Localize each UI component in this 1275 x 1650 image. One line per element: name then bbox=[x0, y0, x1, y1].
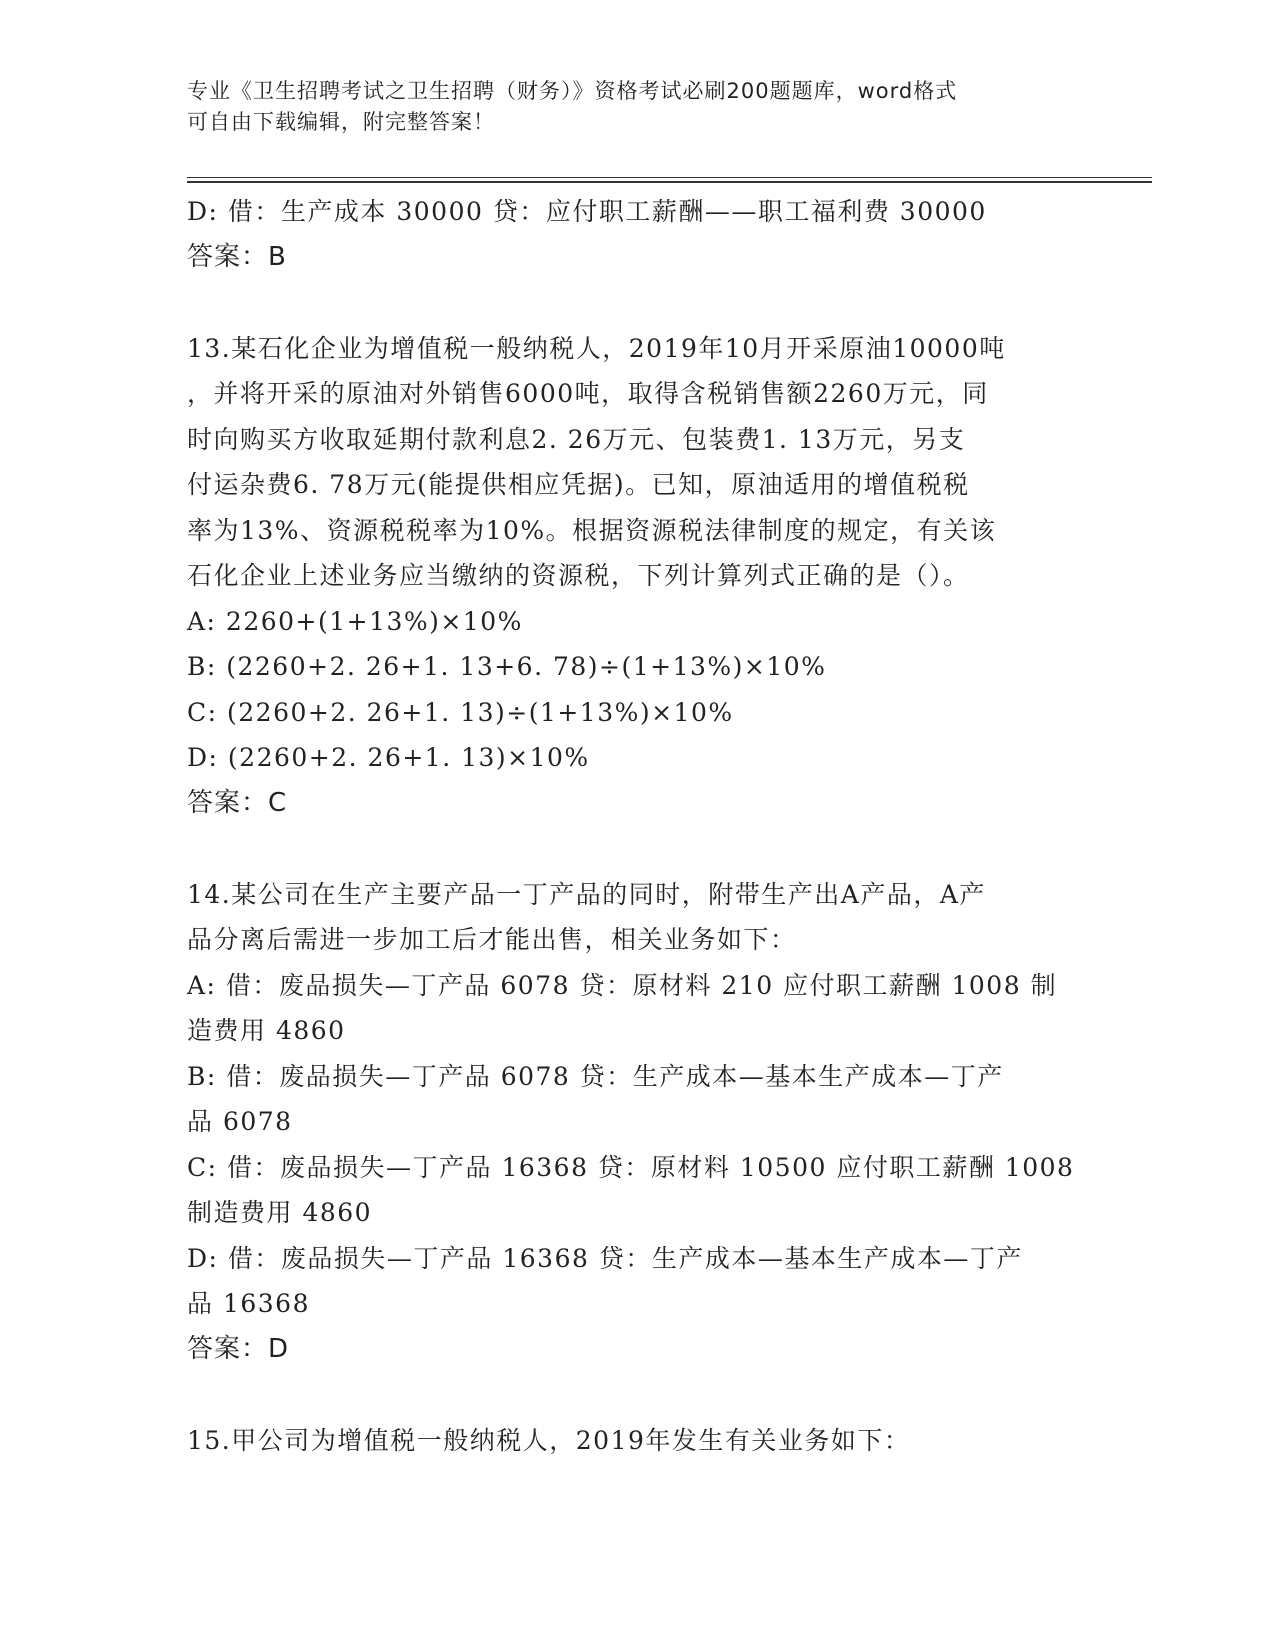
question-13 bbox=[187, 326, 1107, 827]
q14-stem-line: 14.某公司在生产主要产品一丁产品的同时，附带生产出A产品，A产 bbox=[187, 879, 986, 909]
header-divider-thick bbox=[187, 181, 1152, 183]
q13-stem-line: 付运杂费6. 78万元(能提供相应凭据)。已知，原油适用的增值税税 bbox=[187, 470, 970, 499]
q13-option-c: C: (2260+2. 26+1. 13)÷(1+13%)×10% bbox=[187, 697, 734, 727]
question-14 bbox=[187, 872, 1107, 1373]
q15-stem-line: 15.甲公司为增值税一般纳税人，2019年发生有关业务如下： bbox=[187, 1425, 911, 1455]
q13-stem-line: 石化企业上述业务应当缴纳的资源税，下列计算列式正确的是（）。 bbox=[187, 561, 970, 590]
q13-stem-line: 时向购买方收取延期付款利息2. 26万元、包装费1. 13万元，另支 bbox=[187, 424, 966, 454]
question-content bbox=[187, 189, 1107, 1463]
header-title-line-1: 专业《卫生招聘考试之卫生招聘（财务）》资格考试必刷200题题库，word格式 bbox=[187, 79, 958, 103]
q14-stem-line: 品分离后需进一步加工后才能出售，相关业务如下： bbox=[187, 925, 797, 954]
q13-stem-line: ，并将开采的原油对外销售6000吨，取得含税销售额2260万元，同 bbox=[187, 379, 989, 408]
spacer bbox=[187, 1372, 1107, 1418]
q14-option-b-cont: 品 6078 bbox=[187, 1107, 293, 1136]
q13-stem-line: 率为13%、资源税税率为10%。根据资源税法律制度的规定，有关该 bbox=[187, 515, 997, 545]
spacer bbox=[187, 280, 1107, 326]
q14-option-d-cont: 品 16368 bbox=[187, 1289, 310, 1318]
q13-stem-line: 13.某石化企业为增值税一般纳税人，2019年10月开采原油10000吨 bbox=[187, 333, 1006, 363]
q13-answer: 答案：C bbox=[187, 787, 288, 818]
spacer bbox=[187, 826, 1107, 872]
q14-option-a-cont: 造费用 4860 bbox=[187, 1016, 346, 1045]
q14-option-b: B: 借：废品损失—丁产品 6078 贷：生产成本—基本生产成本—丁产 bbox=[187, 1061, 1004, 1091]
q14-option-c: C: 借：废品损失—丁产品 16368 贷：原材料 10500 应付职工薪酬 1008 bbox=[187, 1152, 1075, 1182]
q14-answer: 答案：D bbox=[187, 1333, 290, 1364]
q14-option-c-cont: 制造费用 4860 bbox=[187, 1198, 373, 1227]
question-15 bbox=[187, 1418, 1107, 1464]
header-divider-thin bbox=[187, 177, 1152, 178]
q12-answer: 答案：B bbox=[187, 241, 287, 272]
q14-option-a: A: 借：废品损失—丁产品 6078 贷：原材料 210 应付职工薪酬 1008 制 bbox=[187, 970, 1058, 1000]
header-title-line-2: 可自由下载编辑，附完整答案！ bbox=[187, 110, 495, 134]
q14-option-d: D: 借：废品损失—丁产品 16368 贷：生产成本—基本生产成本—丁产 bbox=[187, 1243, 1023, 1273]
q13-option-b: B: (2260+2. 26+1. 13+6. 78)÷(1+13%)×10% bbox=[187, 652, 827, 681]
document-header bbox=[187, 76, 1087, 138]
q12-option-d: D: 借：生产成本 30000 贷：应付职工薪酬——职工福利费 30000 bbox=[187, 197, 987, 226]
q13-option-a: A: 2260+(1+13%)×10% bbox=[187, 606, 523, 636]
q13-option-d: D: (2260+2. 26+1. 13)×10% bbox=[187, 743, 590, 772]
